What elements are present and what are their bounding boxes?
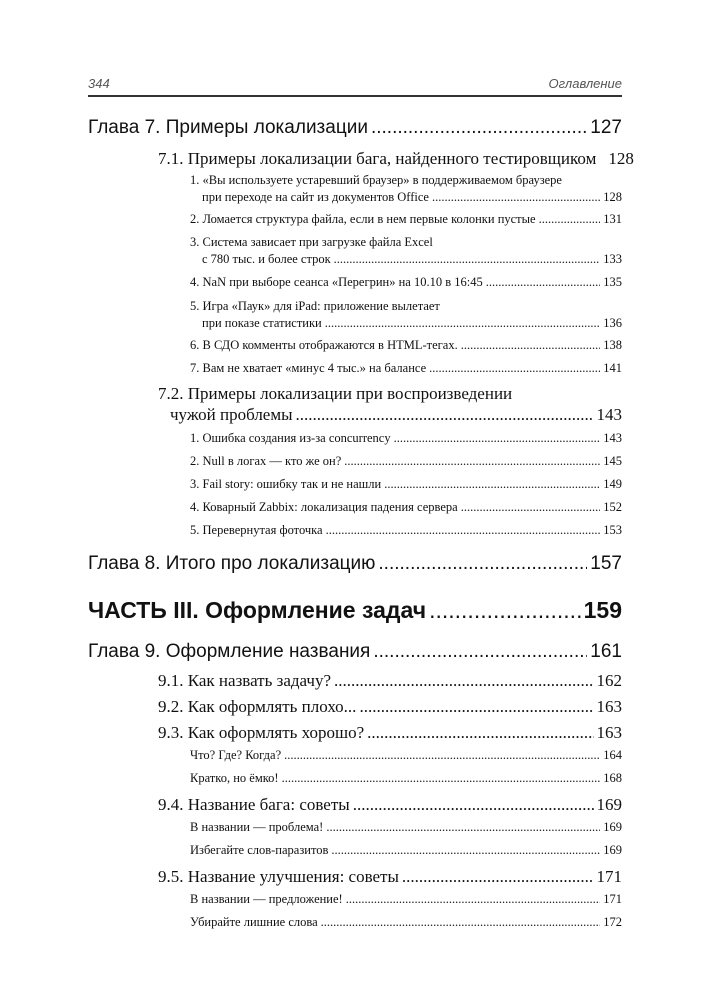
toc-section-9-2[interactable]: 9.2. Как оформлять плохо... ..... 163	[158, 696, 622, 718]
toc-section-7-2-line1[interactable]: 7.2. Примеры локализации при воспроизведении	[158, 384, 513, 403]
toc-section-7-1[interactable]: 7.1. Примеры локализации бага, найденного тестировщиком 128	[158, 149, 634, 168]
toc-chapter-7[interactable]: Глава 7. Примеры локализации ..... 127	[88, 116, 622, 140]
toc-item-7-1-7[interactable]: 7. Вам не хватает «минус 4 тыс.» на балансе ..... 141	[190, 360, 622, 377]
toc-item-9-5-2[interactable]: Убирайте лишние слова ..... 172	[190, 914, 622, 931]
toc-part-3[interactable]: ЧАСТЬ III. Оформление задач ..... 159	[88, 596, 622, 624]
toc-section-7-2[interactable]: чужой проблемы ..... 143	[170, 404, 622, 426]
toc-section-9-5[interactable]: 9.5. Название улучшения: советы ..... 171	[158, 866, 622, 888]
toc-item-7-1-1[interactable]: при переходе на сайт из документов Office ..... 128	[202, 189, 622, 206]
toc-item-7-1-2[interactable]: 2. Ломается структура файла, если в нем первые колонки пустые ..... 131	[190, 211, 622, 228]
toc-item-7-1-5[interactable]: при показе статистики ..... 136	[202, 315, 622, 332]
toc-item-9-4-1[interactable]: В названии — проблема! ..... 169	[190, 819, 622, 836]
toc-section-9-3[interactable]: 9.3. Как оформлять хорошо? ..... 163	[158, 722, 622, 744]
toc-item-9-4-2[interactable]: Избегайте слов-паразитов ..... 169	[190, 842, 622, 859]
toc-item-7-1-1-line1[interactable]: 1. «Вы используете устаревший браузер» в поддерживаемом браузере	[190, 173, 562, 187]
page-number: 344	[88, 76, 110, 91]
toc-item-9-3-2[interactable]: Кратко, но ёмко! ..... 168	[190, 770, 622, 787]
toc-item-7-1-3-line1[interactable]: 3. Система зависает при загрузке файла Excel	[190, 235, 433, 249]
toc-item-7-2-1[interactable]: 1. Ошибка создания из-за concurrency ..... 143	[190, 430, 622, 447]
toc-item-7-1-3[interactable]: с 780 тыс. и более строк ..... 133	[202, 251, 622, 268]
toc-item-7-2-5[interactable]: 5. Перевернутая фоточка ..... 153	[190, 522, 622, 539]
toc-chapter-9[interactable]: Глава 9. Оформление названия ..... 161	[88, 640, 622, 664]
toc-section-9-1[interactable]: 9.1. Как назвать задачу? ..... 162	[158, 670, 622, 692]
toc-item-9-5-1[interactable]: В названии — предложение! ..... 171	[190, 891, 622, 908]
toc-item-7-1-4[interactable]: 4. NaN при выборе сеанса «Перегрин» на 10.10 в 16:45 ..... 135	[190, 274, 622, 291]
toc-item-7-1-6[interactable]: 6. В СДО комменты отображаются в HTML-тегах. ..... 138	[190, 337, 622, 354]
toc-item-7-2-4[interactable]: 4. Коварный Zabbix: локализация падения сервера ..... 152	[190, 499, 622, 516]
toc-item-7-2-3[interactable]: 3. Fail story: ошибку так и не нашли ..... 149	[190, 476, 622, 493]
running-title: Оглавление	[548, 76, 622, 91]
toc-item-7-1-5-line1[interactable]: 5. Игра «Паук» для iPad: приложение вылетает	[190, 299, 440, 313]
toc-section-9-4[interactable]: 9.4. Название бага: советы ..... 169	[158, 794, 622, 816]
toc-chapter-8[interactable]: Глава 8. Итого про локализацию ..... 157	[88, 552, 622, 576]
toc-item-7-2-2[interactable]: 2. Null в логах — кто же он? ..... 145	[190, 453, 622, 470]
toc-item-9-3-1[interactable]: Что? Где? Когда? ..... 164	[190, 747, 622, 764]
page-header	[88, 76, 622, 97]
